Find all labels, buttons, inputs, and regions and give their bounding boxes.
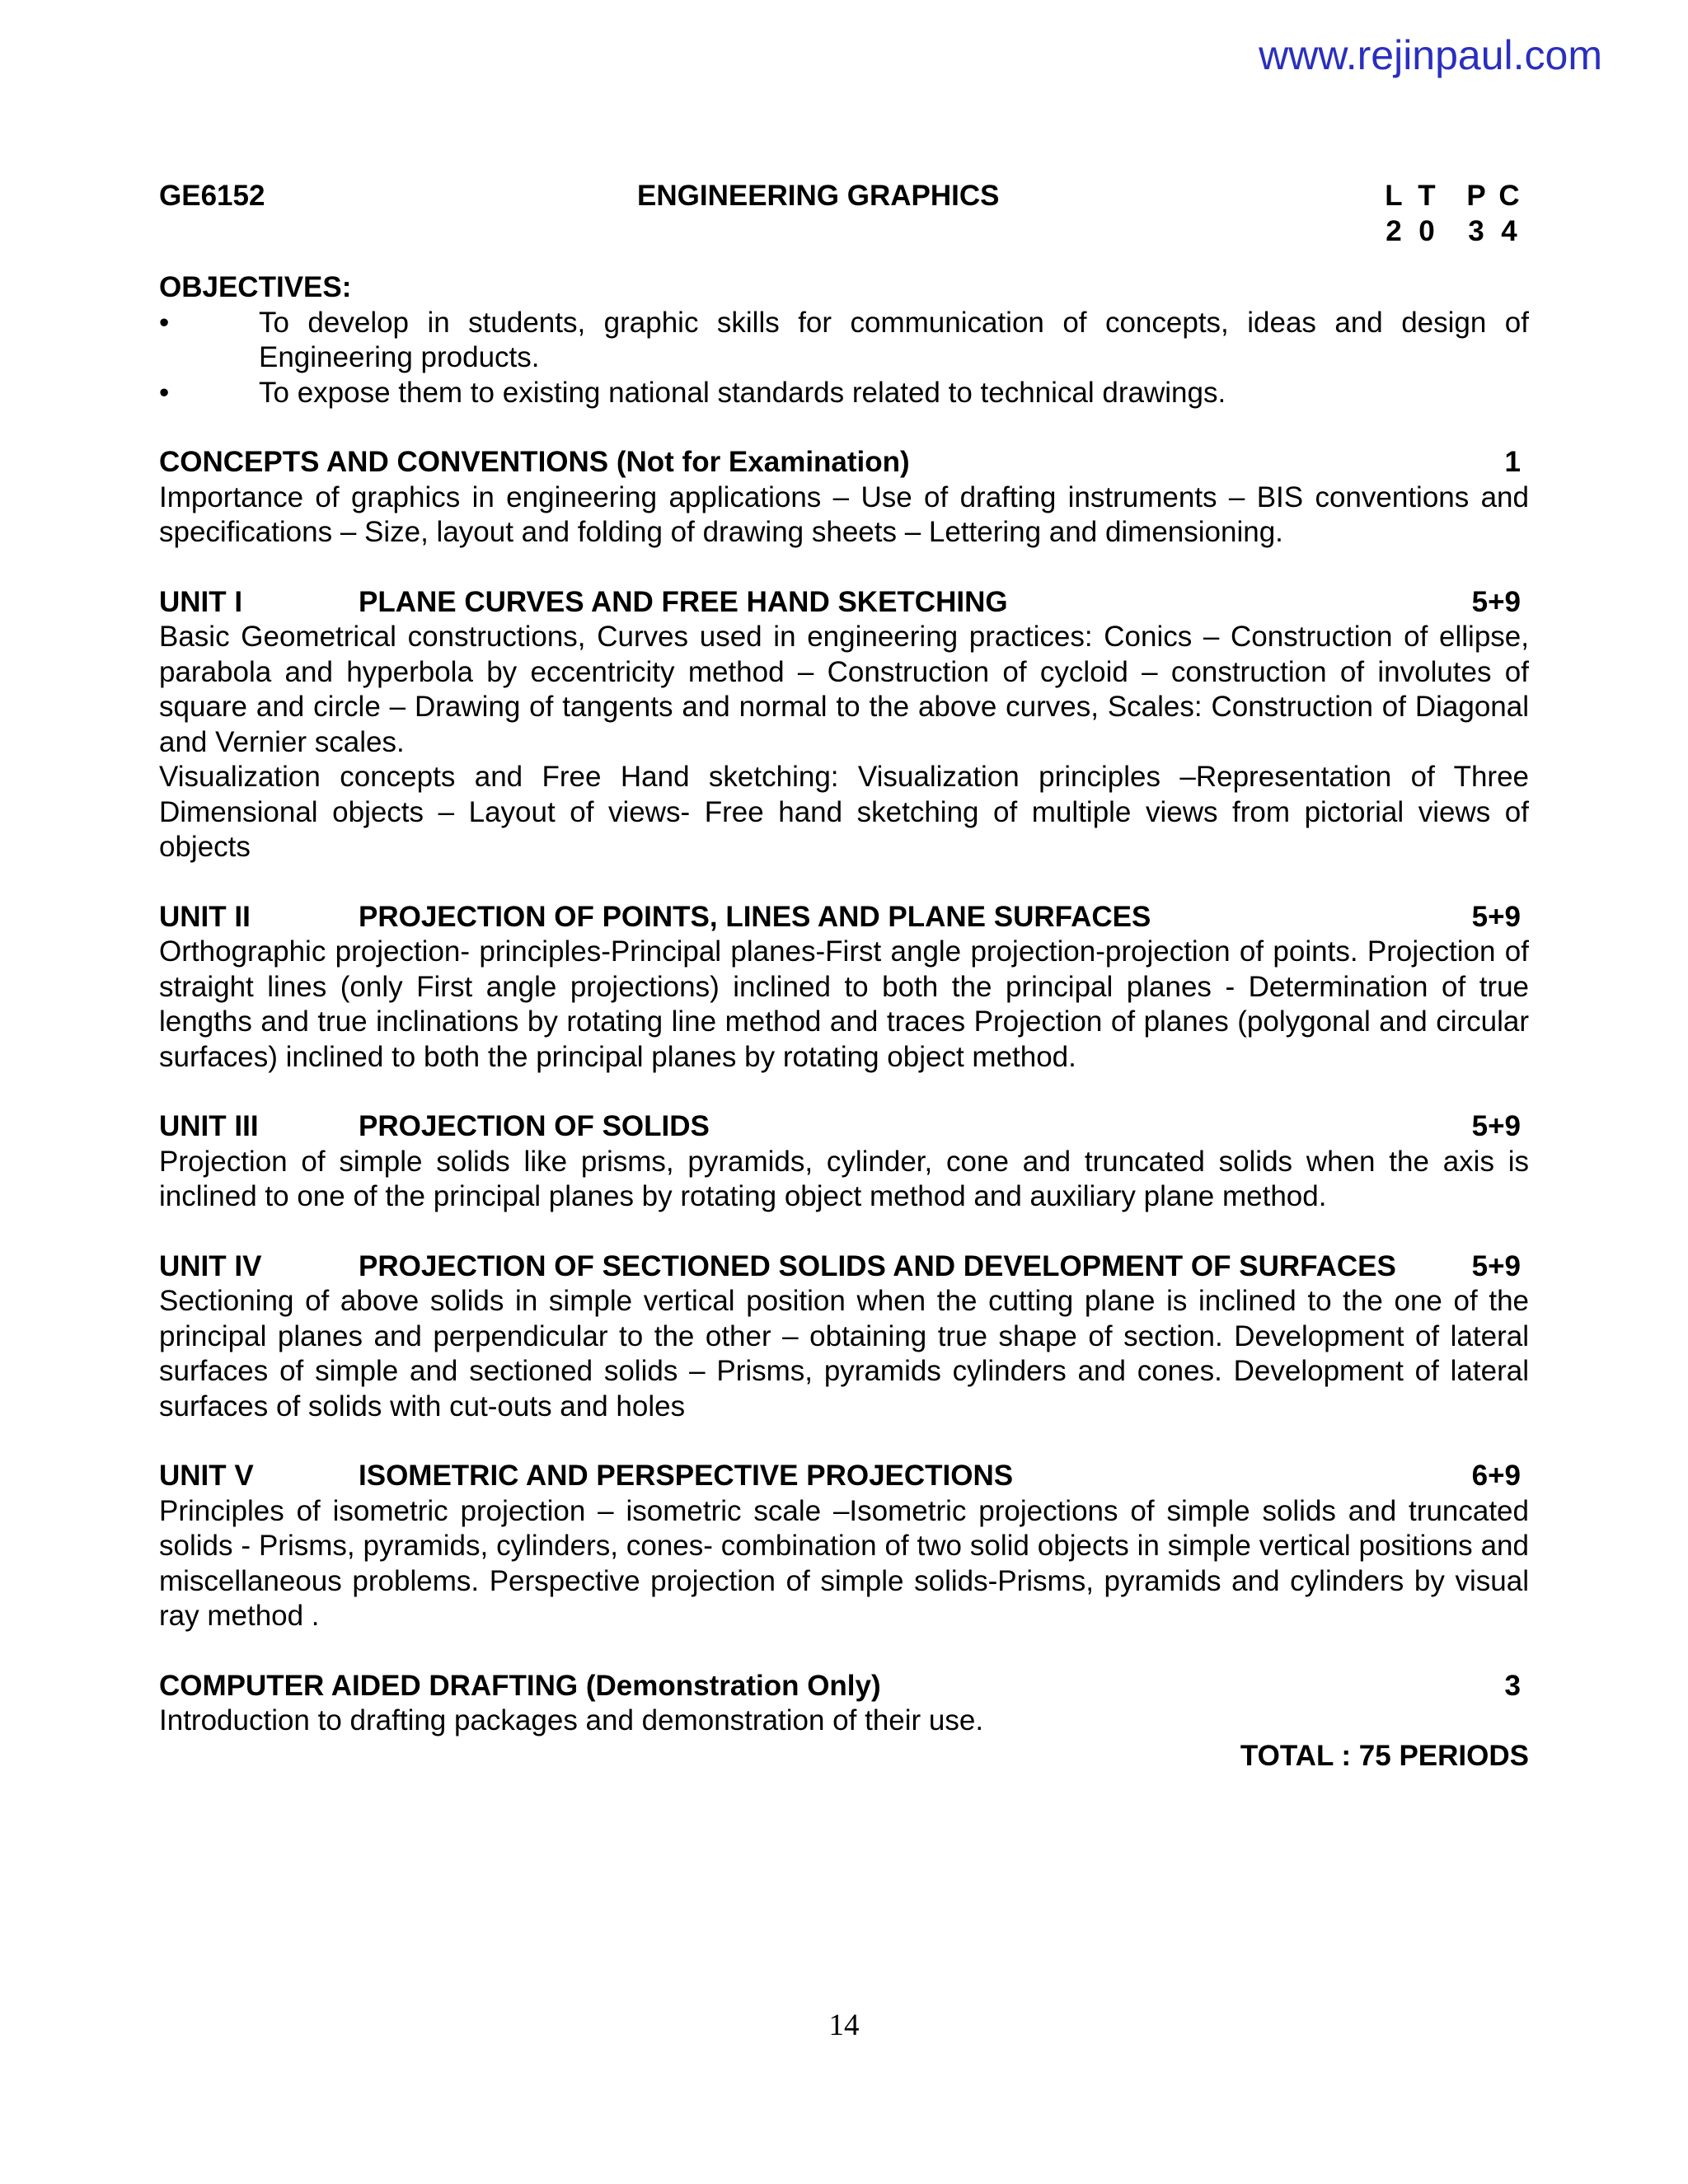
concepts-hours: 1: [1504, 446, 1521, 478]
page-number: 14: [828, 2008, 860, 2042]
ltpc-table: [1377, 178, 1526, 249]
total-periods: TOTAL : 75 PERIODS: [1240, 1739, 1529, 1772]
unit-label: UNIT IV: [159, 1249, 262, 1282]
ltpc-label: P: [1466, 180, 1486, 212]
unit-section: [159, 1459, 1529, 1634]
header-link[interactable]: www.rejinpaul.com: [1259, 32, 1602, 78]
concepts-section: [159, 445, 1529, 551]
course-title: ENGINEERING GRAPHICS: [637, 180, 1000, 212]
ltpc-value: 3: [1468, 215, 1484, 247]
ltpc-label: L: [1385, 180, 1403, 212]
ltpc-value: 4: [1501, 215, 1517, 247]
unit-title: PROJECTION OF SECTIONED SOLIDS AND DEVELOPMENT OF SURFACES: [359, 1249, 1396, 1282]
unit-paragraph: Orthographic projection- principles-Principal planes-First angle projection-projection of points. Projection of straight lines (only First angle projections) inclined to both the principal planes - Determination of true lengths and true inclinations by rotating line method and traces Projection of planes (polygonal and circular surfaces) inclined to both the principal planes by rotating object method.: [159, 935, 1529, 1073]
unit-heading: [159, 1459, 1529, 1494]
ltpc-labels: [1377, 178, 1526, 213]
cad-title: COMPUTER AIDED DRAFTING (Demonstration Only): [159, 1669, 881, 1702]
unit-hours: 6+9: [1471, 1460, 1521, 1492]
objective-text: To develop in students, graphic skills for communication of concepts, ideas and design of Engineering products.: [259, 306, 1529, 373]
unit-label: UNIT III: [159, 1110, 259, 1142]
unit-hours: 5+9: [1471, 585, 1521, 618]
objectives-list: [159, 306, 1529, 411]
unit-heading: [159, 1249, 1529, 1285]
cad-hours: 3: [1504, 1669, 1521, 1702]
unit-paragraph: Principles of isometric projection – isometric scale –Isometric projections of simple solids and truncated solids - Prisms, pyramids, cylinders, cones- combination of two solid objects in simple vertical positions and miscellaneous problems. Perspective projection of simple solids-Prisms, pyramids and cylinders by visual ray method .: [159, 1494, 1529, 1632]
unit-title: PROJECTION OF POINTS, LINES AND PLANE SURFACES: [359, 900, 1151, 933]
unit-heading: [159, 1109, 1529, 1145]
bullet-icon: •: [159, 376, 170, 409]
unit-hours: 5+9: [1471, 1110, 1521, 1142]
unit-paragraph: Sectioning of above solids in simple vertical position when the cutting plane is inclined to the one of the principal planes and perpendicular to the other – obtaining true shape of section. Development of lateral surfaces of simple and sectioned solids – Prisms, pyramids cylinders and cones. Development of lateral surfaces of solids with cut-outs and holes: [159, 1285, 1529, 1422]
unit-label: UNIT V: [159, 1460, 254, 1492]
unit-title: PLANE CURVES AND FREE HAND SKETCHING: [359, 585, 1008, 618]
unit-paragraph: Basic Geometrical constructions, Curves used in engineering practices: Conics – Construction of ellipse, parabola and hyperbola by eccentricity method – Construction of cycloid – construction of involutes of square and circle – Drawing of tangents and normal to the above curves, Scales: Construction of Diagonal and Vernier scales.: [159, 621, 1529, 758]
unit-paragraph: Projection of simple solids like prisms, pyramids, cylinder, cone and truncated solids when the axis is inclined to one of the principal planes by rotating object method and auxiliary plane method.: [159, 1145, 1529, 1212]
ltpc-value: 0: [1418, 215, 1435, 247]
cad-text: Introduction to drafting packages and demonstration of their use.: [159, 1704, 984, 1736]
objective-text: To expose them to existing national standards related to technical drawings.: [259, 376, 1226, 409]
course-header: [159, 178, 1529, 254]
unit-section: [159, 900, 1529, 1076]
unit-title: ISOMETRIC AND PERSPECTIVE PROJECTIONS: [359, 1460, 1014, 1492]
course-code: GE6152: [159, 180, 265, 212]
content: [159, 178, 1529, 1774]
unit-title: PROJECTION OF SOLIDS: [359, 1110, 710, 1142]
unit-hours: 5+9: [1471, 1249, 1521, 1282]
concepts-title: CONCEPTS AND CONVENTIONS (Not for Examination): [159, 446, 910, 478]
unit-paragraph: Visualization concepts and Free Hand sketching: Visualization principles –Representation of Three Dimensional objects – Layout of views- Free hand sketching of multiple views from pictorial views of objects: [159, 761, 1529, 863]
ltpc-label: T: [1418, 180, 1436, 212]
unit-label: UNIT I: [159, 585, 243, 618]
cad-section: [159, 1669, 1529, 1774]
unit-heading: [159, 585, 1529, 621]
cad-title-row: [159, 1669, 1529, 1704]
bullet-icon: •: [159, 306, 170, 339]
unit-heading: [159, 900, 1529, 935]
ltpc-label: C: [1498, 180, 1520, 212]
concepts-text: Importance of graphics in engineering applications – Use of drafting instruments – BIS conventions and specifications – Size, layout and folding of drawing sheets – Lettering and dimensioning.: [159, 480, 1529, 548]
list-item: [159, 376, 1529, 411]
objectives-heading: OBJECTIVES:: [159, 271, 352, 303]
unit-section: [159, 1249, 1529, 1425]
unit-hours: 5+9: [1471, 900, 1521, 933]
unit-label: UNIT II: [159, 900, 251, 933]
unit-section: [159, 1109, 1529, 1215]
concepts-title-row: [159, 445, 1529, 480]
ltpc-values: [1377, 213, 1526, 249]
list-item: [159, 306, 1529, 376]
ltpc-value: 2: [1386, 215, 1402, 247]
unit-section: [159, 585, 1529, 865]
